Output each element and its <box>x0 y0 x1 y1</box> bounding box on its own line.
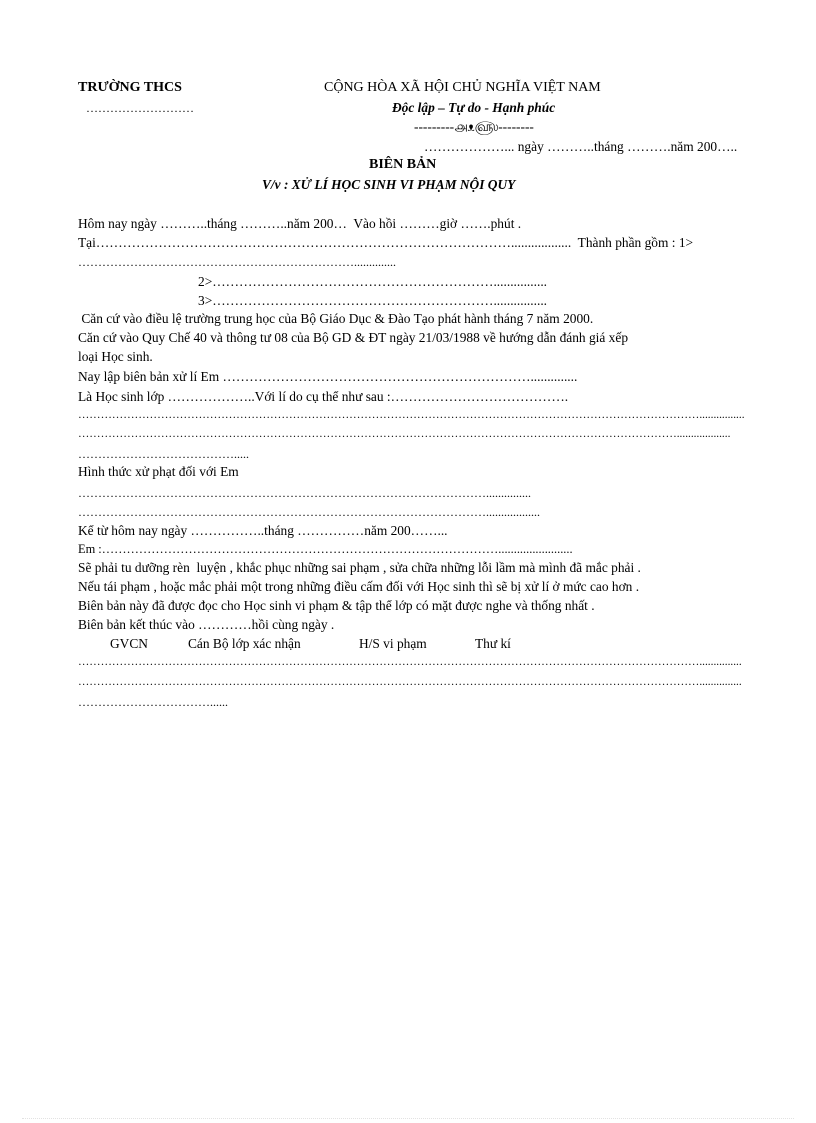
penalty-blank-2: ………………………………………………………………………………………….................. <box>78 505 540 519</box>
closing-line: Biên bản kết thúc vào …………hồi cùng ngày . <box>78 617 335 632</box>
signature-blank-1: …………………………………………………………………………………………………………………………………………………............... <box>78 656 742 668</box>
signature-gvcn: GVCN <box>110 636 148 651</box>
basis-line-1: Căn cứ vào điều lệ trường trung học của Bộ Giáo Dục & Đào Tạo phát hành tháng 7 năm 2000. <box>78 311 594 326</box>
location-line: Tại………………………………………………………………………………….................. Thành phần gồm : 1> <box>78 235 694 250</box>
participant-1-line: …………………………………………………………….............. <box>78 255 396 269</box>
basis-line-2-cont: loại Học sinh. <box>78 349 153 364</box>
date-line: ………………... ngày ………..tháng ……….năm 200….. <box>424 139 738 154</box>
read-aloud-line: Biên bản này đã được đọc cho Học sinh vi phạm & tập thể lớp có mặt được nghe và thống nhất . <box>78 598 595 613</box>
ornament-divider: ---------௮ᴥ௵-------- <box>414 119 534 134</box>
commitment-line: Sẽ phải tu dưỡng rèn luyện , khắc phục những sai phạm , sửa chữa những lỗi lầm mà mình đã mắc phải . <box>78 560 641 575</box>
participant-3-line: 3>………………………………………………………................ <box>198 293 548 308</box>
effective-date-line: Kể từ hôm nay ngày ……………..tháng ……………năm 200……... <box>78 523 448 538</box>
student-name-line: Nay lập biên bản xử lí Em …………………………………………………………….............. <box>78 369 578 384</box>
participant-2-line: 2>………………………………………………………................ <box>198 274 548 289</box>
motto: Độc lập – Tự do - Hạnh phúc <box>392 100 556 115</box>
signature-secretary: Thư kí <box>475 636 511 651</box>
document-subject: V/v : XỬ LÍ HỌC SINH VI PHẠM NỘI QUY <box>262 177 516 192</box>
penalty-blank-1: …………………………………………………………………………………………............... <box>78 486 531 500</box>
basis-line-2: Căn cứ vào Quy Chế 40 và thông tư 08 của Bộ GD & ĐT ngày 21/03/1988 về hướng dẫn đánh giá xếp <box>78 330 629 345</box>
page-bottom-rule <box>22 1118 794 1119</box>
reoffense-line: Nếu tái phạm , hoặc mắc phải một trong những điều cấm đối với Học sinh thì sẽ bị xử lí ở mức cao hơn . <box>78 579 640 594</box>
signature-class-officer: Cán Bộ lớp xác nhận <box>188 636 301 651</box>
school-name-blank: ……………………… <box>86 101 194 115</box>
nation-title: CỘNG HÒA XÃ HỘI CHỦ NGHĨA VIỆT NAM <box>324 80 601 95</box>
penalty-heading: Hình thức xử phạt đối với Em <box>78 464 239 479</box>
school-name: TRƯỜNG THCS <box>78 80 182 95</box>
reason-blank-2: ……………………………………………………………………………………………………………………………………………................... <box>78 428 731 440</box>
meeting-time-line: Hôm nay ngày ………..tháng ………..năm 200… Vào hồi ………giờ …….phút . <box>78 216 522 231</box>
student-line: Em :……………………………………………………………………………………........................ <box>78 542 573 556</box>
class-reason-line: Là Học sinh lớp ………………..Với lí do cụ thể như sau :…………………………………. <box>78 389 569 404</box>
reason-blank-3: …………………………………..... <box>78 447 249 461</box>
signature-blank-2: …………………………………………………………………………………………………………………………………………………............... <box>78 676 742 688</box>
signature-student: H/S vi phạm <box>359 636 427 651</box>
document-title: BIÊN BẢN <box>369 157 437 172</box>
signature-blank-3: ……………………………...... <box>78 695 228 709</box>
reason-blank-1: …………………………………………………………………………………………………………………………………………………................ <box>78 409 745 421</box>
